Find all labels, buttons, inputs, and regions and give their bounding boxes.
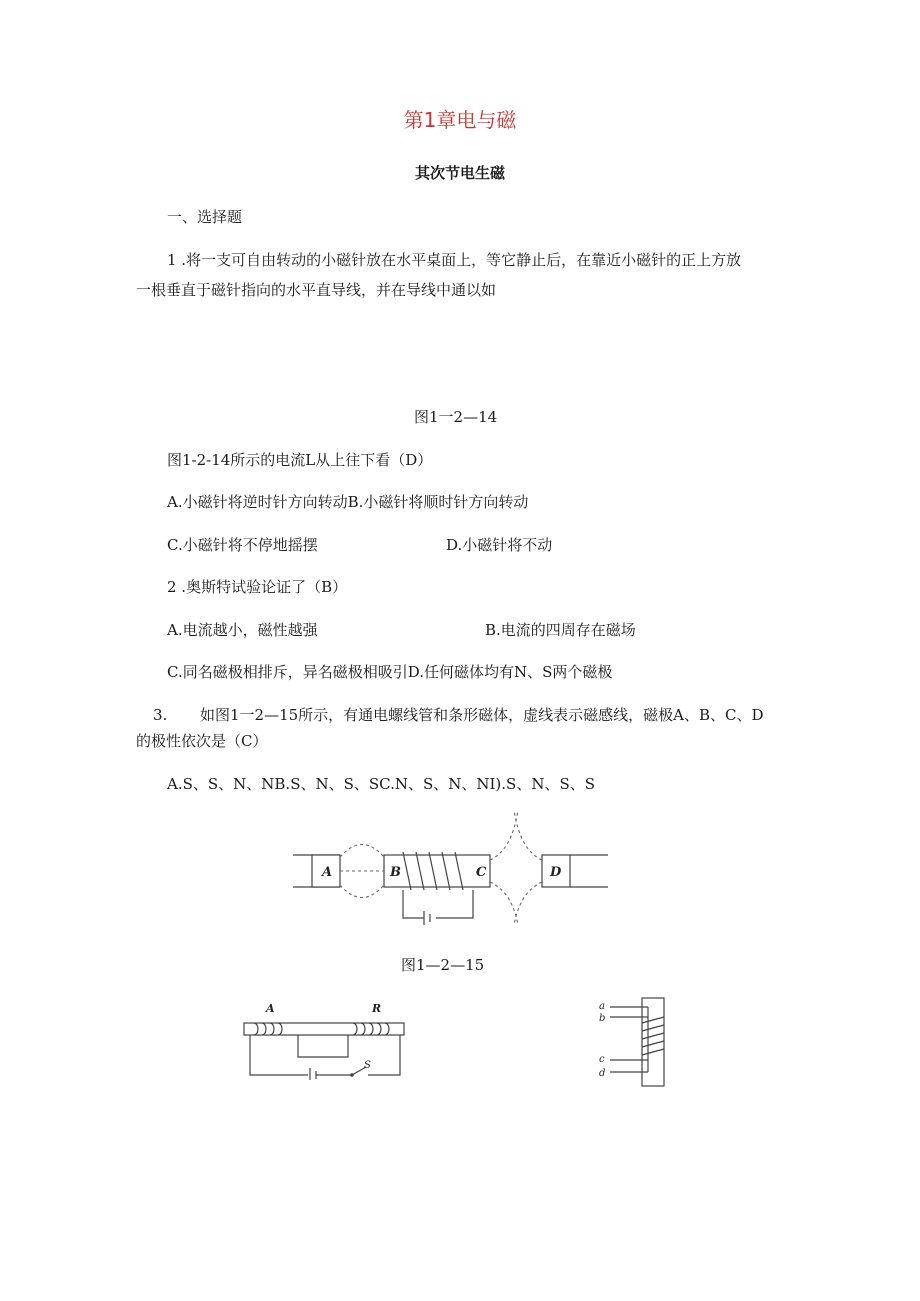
q1-line2: 一根垂直于磁针指向的水平直导线，并在导线中通以如 [136, 281, 497, 299]
q2-option-a: A.电流越小，磁性越强 [167, 621, 318, 639]
part-heading: 一、选择题 [167, 208, 243, 226]
q1-line1: 1 .将一支可自由转动的小磁针放在水平桌面上，等它静止后，在靠近小磁针的正上方放 [167, 251, 742, 269]
q1-option-a-b: A.小磁针将逆时针方向转动B.小磁针将顺时针方向转动 [167, 493, 529, 511]
q1-line3: 图1-2-14所示的电流L从上往下看（D） [167, 451, 433, 469]
figure-two-coils [240, 995, 410, 1080]
switch-label-s: S [364, 1060, 371, 1071]
q1-option-d: D.小磁针将不动 [446, 536, 553, 554]
pole-label-d: D [550, 865, 562, 880]
pole-label-a: A [322, 865, 333, 880]
q3-options: A.S、S、N、NB.S、N、S、SC.N、S、N、NI).S、N、S、S [167, 775, 596, 793]
pole-label-b: B [390, 865, 401, 880]
wire-label-c: c [599, 1054, 605, 1065]
q3-line2: 的极性依次是（C） [136, 732, 268, 750]
coil-label-r: R [372, 1002, 382, 1015]
chapter-title: 第1章电与磁 [403, 108, 517, 132]
pole-label-c: C [476, 865, 487, 880]
wire-label-a: a [599, 1001, 605, 1012]
figure-vertical-coil [594, 995, 674, 1090]
figure-solenoid-magnet [290, 810, 610, 925]
q3-number: 3. [153, 706, 168, 724]
q2-stem: 2 .奥斯特试验论证了（B） [167, 578, 348, 596]
q1-figure-caption: 图1一2—14 [414, 408, 498, 426]
q1-option-c: C.小磁针将不停地摇摆 [167, 536, 318, 554]
q2-option-b: B.电流的四周存在磁场 [485, 621, 636, 639]
wire-label-d: d [599, 1068, 606, 1079]
q3-figure-caption: 图1—2—15 [401, 956, 485, 974]
section-title: 其次节电生磁 [414, 164, 505, 182]
coil-label-a: A [266, 1002, 275, 1015]
q2-option-c-d: C.同名磁极相排斥，异名磁极相吸引D.任何磁体均有N、S两个磁极 [167, 663, 613, 681]
q3-line1: 如图1一2—15所示，有通电螺线管和条形磁体，虚线表示磁感线，磁极A、B、C、D [200, 706, 764, 724]
wire-label-b: b [599, 1013, 606, 1024]
